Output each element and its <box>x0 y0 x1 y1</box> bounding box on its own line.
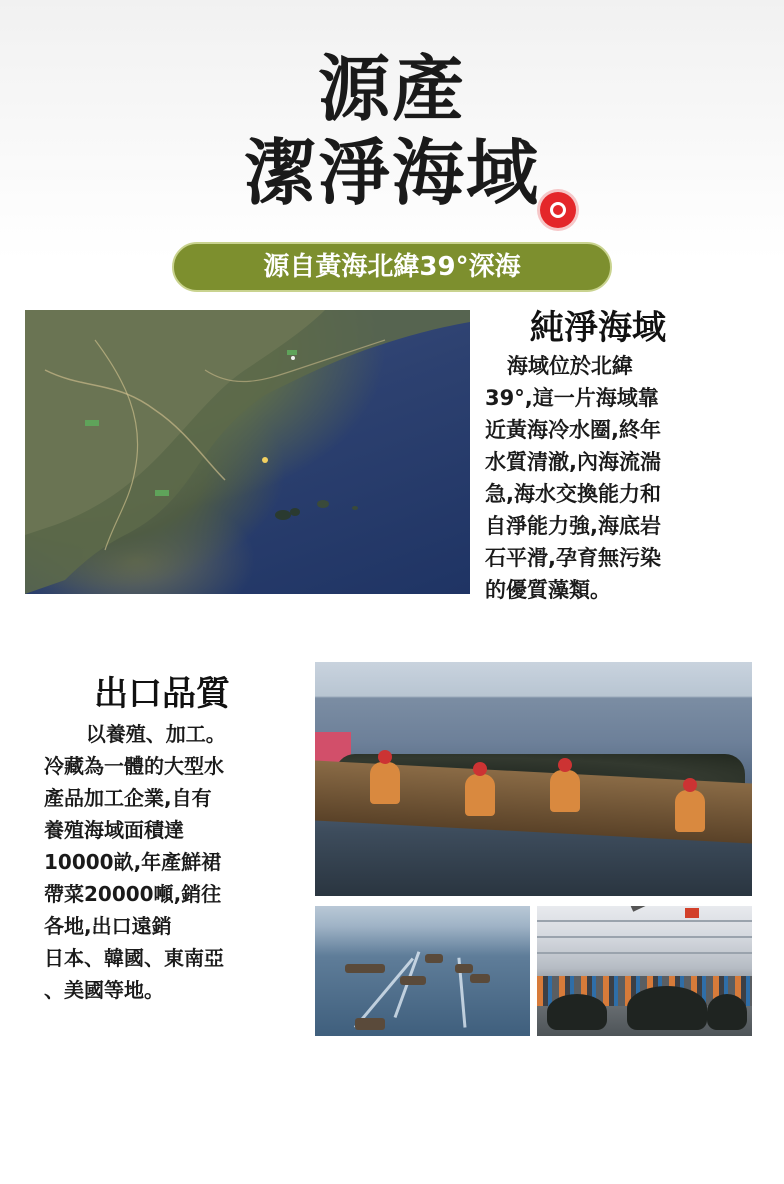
pure-sea-title: 純淨海域 <box>530 308 666 348</box>
worker-figure <box>550 770 580 812</box>
boat <box>345 964 385 973</box>
processing-factory-photo <box>537 906 752 1036</box>
coastline-satellite-map <box>25 310 470 594</box>
seaweed-pile <box>627 986 707 1030</box>
seaweed-pile <box>547 994 607 1030</box>
boat <box>425 954 443 963</box>
boat <box>400 976 426 985</box>
seaweed-pile <box>707 994 747 1030</box>
boat <box>470 974 490 983</box>
roof-rafter <box>537 952 752 954</box>
red-dot-icon <box>540 192 576 228</box>
boats-at-sea-photo <box>315 906 530 1036</box>
export-quality-title: 出口品質 <box>94 674 230 714</box>
pure-sea-description: 海域位於北緯 39°,這一片海域靠 近黃海冷水圈,終年 水質清澈,內海流湍 急,海水交換能力和 自淨能力強,海底岩 石平滑,孕育無污染 的優質藻類。 <box>485 354 661 602</box>
boat <box>355 1018 385 1030</box>
title-line-1: 源產 <box>317 47 466 131</box>
banner-pill: 源自黃海北緯39°深海 <box>172 242 612 292</box>
title-line-2: 潔淨海域 <box>243 131 540 215</box>
roof-rafter <box>537 920 752 922</box>
boat <box>455 964 473 973</box>
worker-figure <box>465 774 495 816</box>
crane-hook <box>685 908 699 918</box>
seaweed-harvest-boat-photo <box>315 662 752 896</box>
export-quality-description: 以養殖、加工。 冷藏為一體的大型水 產品加工企業,自有 養殖海域面積達 10000畝,年產鮮裙 帶菜20000噸,銷往 各地,出口遠銷 日本、韓國、東南亞 、美國等地。 <box>44 722 226 1002</box>
worker-figure <box>370 762 400 804</box>
roof-rafter <box>537 936 752 938</box>
worker-figure <box>675 790 705 832</box>
